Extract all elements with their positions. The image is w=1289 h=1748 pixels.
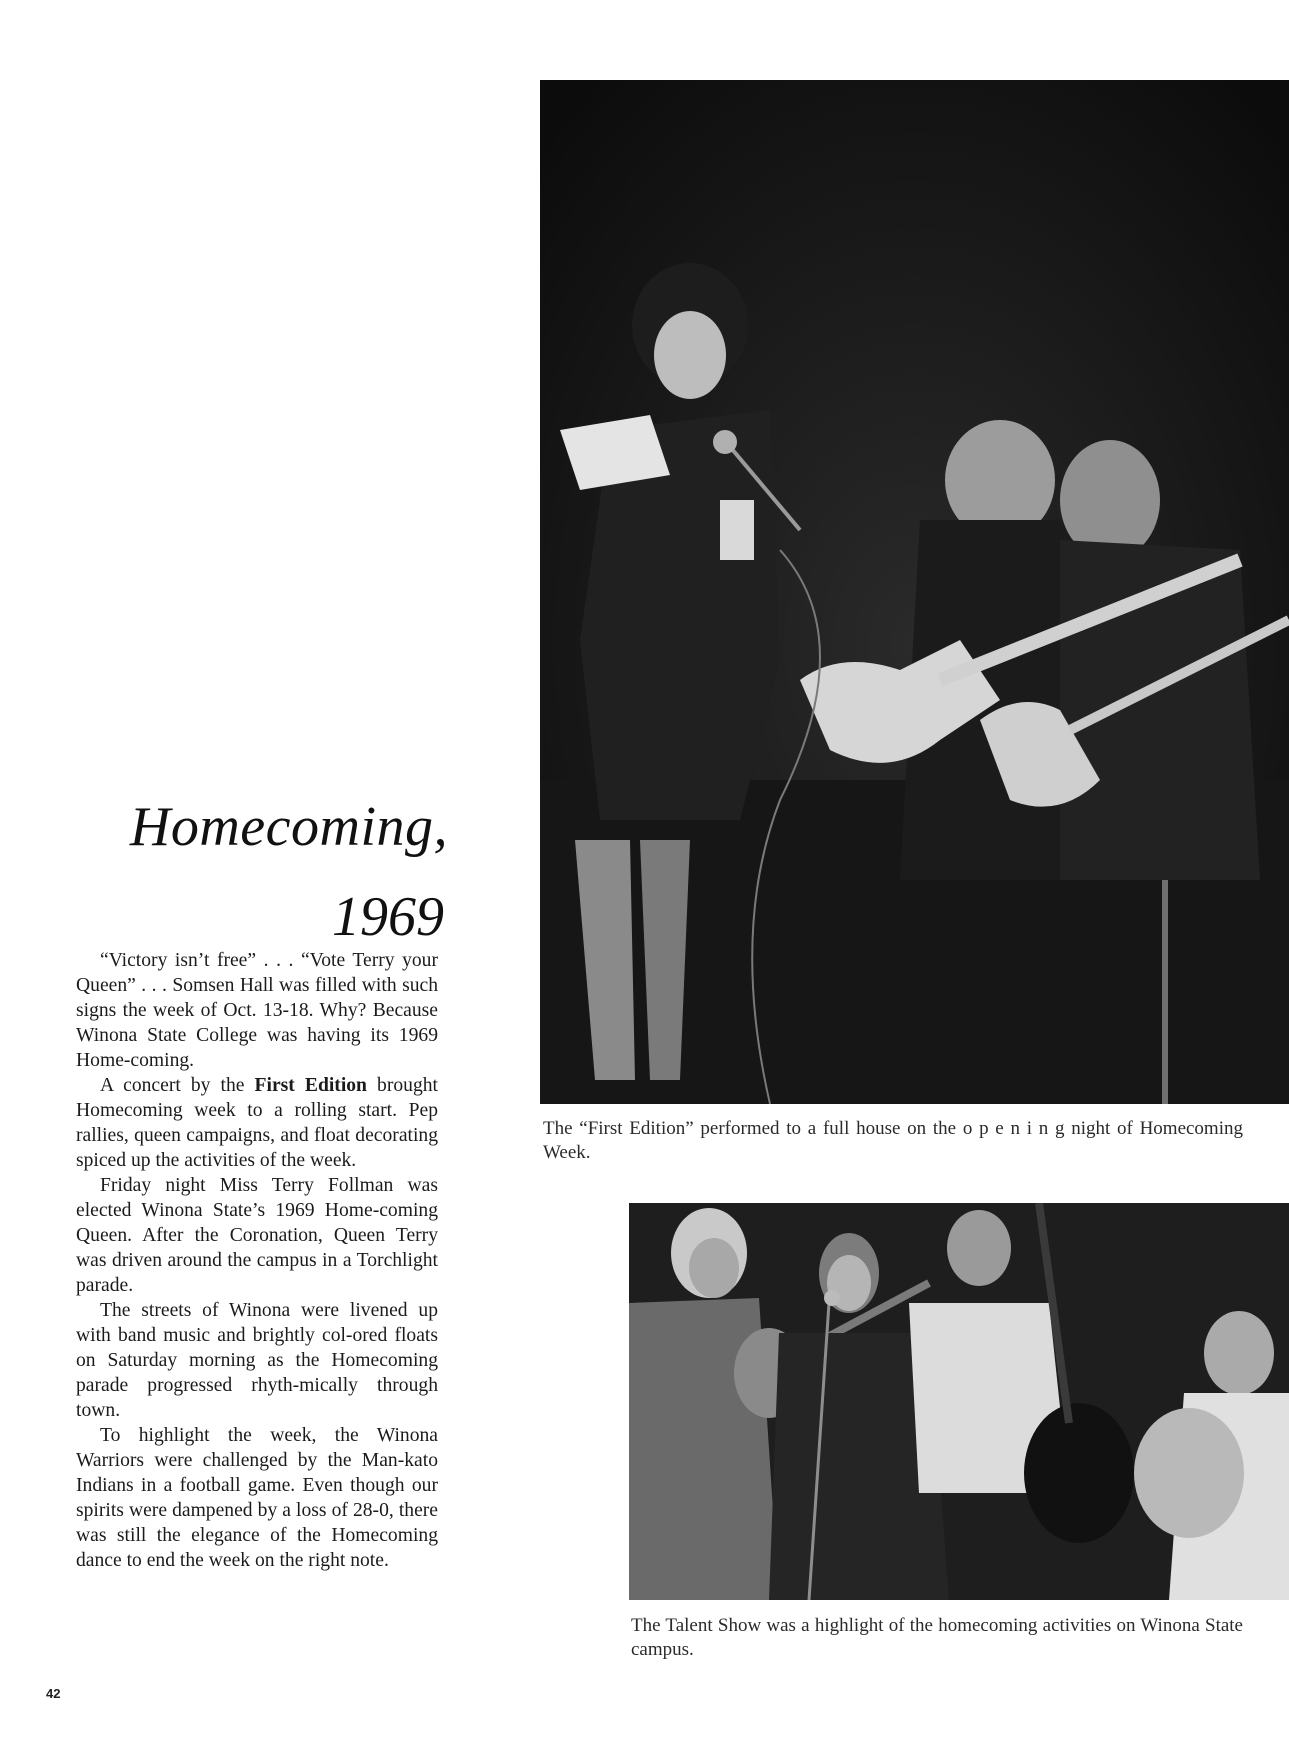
- concert-photo: [540, 80, 1289, 1104]
- article-paragraph-4: The streets of Winona were livened up with band music and brightly col-ored floats on Saturday morning as the Homecoming parade progressed rhyth-mically through town.: [76, 1300, 438, 1421]
- paragraph-2-lead: A concert by the: [100, 1075, 255, 1096]
- paragraph-2-rest: brought Homecoming week to a rolling start. Pep rallies, queen campaigns, and float decorating spiced up the activities of the week.: [76, 1075, 438, 1171]
- band-name: First Edition: [254, 1075, 367, 1096]
- article-paragraph-2: [76, 1073, 438, 1173]
- talent-show-photo: [629, 1203, 1289, 1600]
- title-line-2: 1969: [332, 886, 444, 948]
- article-body: [76, 948, 438, 1573]
- page-number: 42: [46, 1686, 61, 1701]
- article-paragraph-3: Friday night Miss Terry Follman was elected Winona State’s 1969 Home-coming Queen. After the Coronation, Queen Terry was driven around the campus in a Torchlight parade.: [76, 1175, 438, 1296]
- article-paragraph-1: “Victory isn’t free” . . . “Vote Terry your Queen” . . . Somsen Hall was filled with such signs the week of Oct. 13-18. Why? Because Winona State College was having its 1969 Home-coming.: [76, 950, 438, 1071]
- page-title: [86, 795, 448, 949]
- article-paragraph-5: To highlight the week, the Winona Warriors were challenged by the Man-kato Indians in a football game. Even though our spirits were dampened by a loss of 28-0, there was still the elegance of the Homecoming dance to end the week on the right note.: [76, 1425, 438, 1571]
- title-line-1: Homecoming,: [129, 796, 448, 858]
- concert-photo-caption: The “First Edition” performed to a full house on the o p e n i n g night of Homecoming Week.: [543, 1118, 1243, 1163]
- talent-show-photo-caption: The Talent Show was a highlight of the homecoming activities on Winona State campus.: [631, 1615, 1243, 1660]
